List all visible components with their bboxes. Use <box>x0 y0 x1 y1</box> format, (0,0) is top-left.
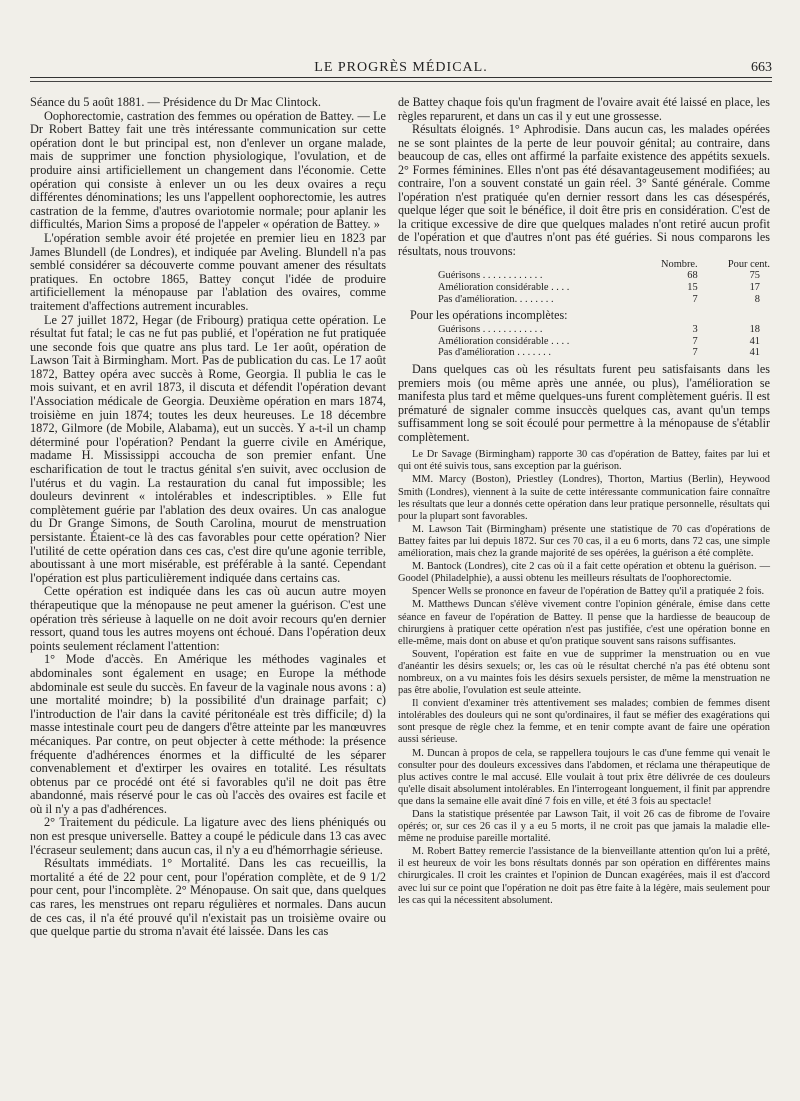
paragraph: Le 27 juillet 1872, Hegar (de Fribourg) pratiqua cette opération. Le résultat fut fatal; le cas ne fut pas publié, et l'opération ne fut pratiquée une seconde fois que quatre ans plus tard. Le 1er août, opération de Lawson Tait à Birmingham. Mort. Pas de publication du cas. Le 17 août 1872, Battey opéra avec succès à Rome, Georgia. Il publia le cas le mois suivant, et en avril 1873, il discuta et défendit l'opération devant l'Association médicale de Georgia. Deuxième opération en mars 1874, troisième en juin 1874; toutes les deux heureuses. Le 18 décembre 1872, Gilmore (de Mobile, Alabama), eut un succès. Y a-t-il un champ déterminé pour l'opération? Pendant la guerre civile en Amérique, madame H. Mississippi accoucha de son premier enfant. Une escharification de tout le tractus génital s'en suivit, avec occlusion de l'utérus et du vagin. La restauration du canal fut impossible; les douleurs devinrent « intolérables et indescriptibles. » Elle fut complètement guérie par l'ablation des deux ovaires. Un cas analogue du Dr Grange Simons, de South Carolina, mourut de menstruation persistante. Étaient-ce là des cas favorables pour cette opération? Nier l'utilité de cette opération dans ces cas, c'est dire qu'une agonie terrible, aboutissant à une mort misérable, est préférable à la santé. Cependant l'opération est plus particulièrement indiquée dans certains cas. <box>30 312 386 585</box>
left-column <box>30 96 386 939</box>
paragraph: Résultats immédiats. 1° Mortalité. Dans les cas recueillis, la mortalité a été de 22 pour cent, pour l'opération complète, et de 9 1/2 pour cent, pour l'incomplète. 2° Ménopause. On sait que, dans quelques cas rares, les menstrues ont reparu régulières et normales. Dans aucun de ces cas, il n'a été prouvé qu'il n'existait pas un troisième ovaire ou que quelque partie du stroma n'avait été laissée. Dans les cas <box>30 856 386 939</box>
paragraph: Oophorectomie, castration des femmes ou opération de Battey. — Le Dr Robert Battey fait une très intéressante communication sur cette opération dont le but principal est, non d'enlever un organe malade, mais de supprimer une fonction physiologique, l'ovulation, et de produire ainsi artificiellement un changement dans l'économie. Cette opération qui consiste à enlever un ou les deux ovaires a reçu différentes dénominations; les uns l'appellent oophorectomie, les autres castration de la femme, d'autres ovariotomie normale; pour aplanir les difficultés, Marion Sims a proposé de l'appeler « opération de Battey. » <box>30 108 386 232</box>
table-row: Amélioration considérable . . . . 7 41 <box>438 335 760 347</box>
paragraph: M. Matthews Duncan s'élève vivement contre l'opinion générale, émise dans cette séance en faveur de l'opération de Battey. Il pense que la hardiesse de beaucoup de chirurgiens à pratiquer cette opération n'est pas justifiée, c'est une opération bonne en elle-même, mais dont on abuse et qu'on pratique souvent sans raisons suffisantes. <box>398 599 770 647</box>
paragraph: 1° Mode d'accès. En Amérique les méthodes vaginales et abdominales sont également en usage; en Europe la méthode abdominale est seule du succès. En faveur de la vaginale nous avons : a) une mortalité moindre; b) la possibilité d'un drainage parfait; c) l'introduction de l'air dans la cavité péritonéale est très difficile; d) la masse intestinale court peu de dangers d'être atteinte par les manœuvres mécaniques. Par contre, on peut objecter à cette méthode: la présence fréquente d'adhérences énormes et la difficulté de les séparer convenablement et d'extirper les ovaires en totalité. Les résultats obtenus par ce procédé ont été si favorables qu'il ne doit pas être abandonné, mais réservé pour le cas où l'accès des ovaires est facile et où il n'y a pas d'adhérences. <box>30 652 386 816</box>
page-number: 663 <box>751 60 772 75</box>
table-row: Pas d'amélioration. . . . . . . . 7 8 <box>438 293 760 305</box>
paragraph: Résultats éloignés. 1° Aphrodisie. Dans aucun cas, les malades opérées ne se sont plaintes de la perte de leur pouvoir génital; au contraire, dans beaucoup de cas, elles ont affirmé la parfaite existence des appétits sexuels. 2° Formes féminines. Elles n'ont pas été désavantageusement modifiées; au contraire, l'on a souvent constaté un gain réel. 3° Santé générale. Comme l'opération n'est pratiquée qu'en dernier ressort dans les cas désespérés, quelque léger que soit le bénéfice, il doit être pris en considération. C'est de la critique excessive de dire que quelques malades n'ont retiré aucun profit de l'opération et que d'autres n'ont pas été guéries. Si nous comparons les résultats, nous trouvons: <box>398 122 770 258</box>
page-header <box>30 58 772 88</box>
col-header-count: Nombre. <box>661 259 698 270</box>
paragraph: M. Lawson Tait (Birmingham) présente une statistique de 70 cas d'opérations de Battey faites par lui depuis 1872. Sur ces 70 cas, il a eu 6 morts, dans 72 cas, une simple amélioration, mais chez la grande majorité de ses opérées, la guérison a été complète. <box>398 523 770 560</box>
discussion-section <box>398 449 770 906</box>
paragraph: M. Bantock (Londres), cite 2 cas où il a fait cette opération et obtenu la guérison. — Goodel (Philadelphie), a aussi obtenu les meilleurs résultats de l'oophorectomie. <box>398 561 770 585</box>
paragraph: Le Dr Savage (Birmingham) rapporte 30 cas d'opération de Battey, faites par lui et qui ont été suivis tous, sans exception par la guérison. <box>398 449 770 473</box>
paragraph: 2° Traitement du pédicule. La ligature avec des liens phéniqués ou non est presque universelle. Battey a coupé le pédicule dans 13 cas avec l'écraseur seulement; dans aucun cas, il n'y a eu d'hémorrhagie sérieuse. <box>30 815 386 857</box>
results-table-incomplete <box>398 324 770 359</box>
col-header-percent: Pour cent. <box>727 259 770 270</box>
table-row: Pas d'amélioration . . . . . . . 7 41 <box>438 347 760 359</box>
right-column <box>398 96 770 907</box>
paragraph: Cette opération est indiquée dans les cas où aucun autre moyen thérapeutique que la ménopause ne peut amener la guérison. C'est une opération très sérieuse à laquelle on ne doit avoir recours qu'en dernier ressort, quand tous les autres moyens ont échoué. Dans l'opération deux points seulement réclament l'attention: <box>30 584 386 653</box>
header-rule-thin <box>30 81 772 82</box>
table-row: Guérisons . . . . . . . . . . . . 68 75 <box>438 270 760 281</box>
paragraph: de Battey chaque fois qu'un fragment de l'ovaire avait été laissé en place, les règles reparurent, et dans un cas il y eut une grossesse. <box>398 95 770 123</box>
paragraph: M. Duncan à propos de cela, se rappellera toujours le cas d'une femme qui venait le consulter pour des douleurs excessives dans l'abdomen, et réclama une thérapeutique de plus actives contre le mal accusé. Elle voulait à tout prix être délivrée de ces douleurs qu'elle disait absolument intolérables. En l'interrogeant longuement, il finit par apprendre que dans la semaine elle avait dîné 7 fois en ville, et été 3 fois au spectacle! <box>398 747 770 807</box>
paragraph: Spencer Wells se prononce en faveur de l'opération de Battey qu'il a pratiquée 2 fois. <box>412 586 765 598</box>
table-row: Guérisons . . . . . . . . . . . . 3 18 <box>438 323 760 335</box>
paragraph: Il convient d'examiner très attentivement ses malades; combien de femmes disent intolérables des douleurs qui ne sont qu'ordinaires, il faut se méfier des exagérations qui sont presque de règle chez la femme, et en tenir compte avant de faire une opération aussi sérieuse. <box>398 698 770 746</box>
session-heading: Séance du 5 août 1881. — Présidence du Dr Mac Clintock. <box>30 95 321 109</box>
paragraph: MM. Marcy (Boston), Priestley (Londres), Thorton, Martius (Berlin), Heywood Smith (Londres), viennent à la suite de cette intéressante communication faire connaître les résultats que leur a donnés cette opération dans leur pratique personnelle, résultats qui pour la plupart sont favorables. <box>398 474 770 522</box>
results-table <box>398 259 770 305</box>
table-row: Amélioration considérable . . . . 15 17 <box>438 281 760 293</box>
paragraph: Dans quelques cas où les résultats furent peu satisfaisants dans les premiers mois (ou même après une année, ou plus), l'amélioration se manifesta plus tard et même quelques-uns furent complètement guéris. Il est prématuré de signaler comme insuccès quelques cas, avant qu'un temps suffisamment long se soit écoulé pour permettre à la ménopause de s'établir complètement. <box>398 362 770 444</box>
table-subheading: Pour les opérations incomplètes: <box>410 308 568 323</box>
paragraph: M. Robert Battey remercie l'assistance de la bienveillante attention qu'on lui a prêté, il est heureux de voir les bons résultats donnés par son opération en différentes mains chirurgicales. Il croit les craintes et l'opinion de Duncan exagérées, mais il est d'accord avec lui sur ce point que l'opération ne doit pas être faite à la légère, mais seulement pour les cas qui la nécessitent absolument. <box>398 846 770 906</box>
header-rule <box>30 77 772 78</box>
paragraph: L'opération semble avoir été projetée en premier lieu en 1823 par James Blundell (de Londres), et indiquée par Aveling. Blundell n'a pas semblé considérer sa découverte comme pouvant amener des résultats pratiques. En octobre 1865, Battey conçut l'idée de produire artificiellement la ménopause par l'ablation des ovaires, comme traitement d'affections autrement incurables. <box>30 230 386 313</box>
journal-title: LE PROGRÈS MÉDICAL. <box>30 60 772 76</box>
paragraph: Dans la statistique présentée par Lawson Tait, il voit 26 cas de fibrome de l'ovaire opérés; or, sur ces 26 cas il y a eu 5 morts, il ne croit pas que jamais la maladie elle-même ne produise pareille mortalité. <box>398 809 770 845</box>
paragraph: Souvent, l'opération est faite en vue de supprimer la menstruation ou en vue d'anéantir les désirs sexuels; or, les cas où le résultat cherché n'a pas été obtenu sont nombreux, on a vu maintes fois les désirs sexuels persister, de même la menstruation ne pas être abolie, l'ovulation est seule atteinte. <box>398 648 770 697</box>
